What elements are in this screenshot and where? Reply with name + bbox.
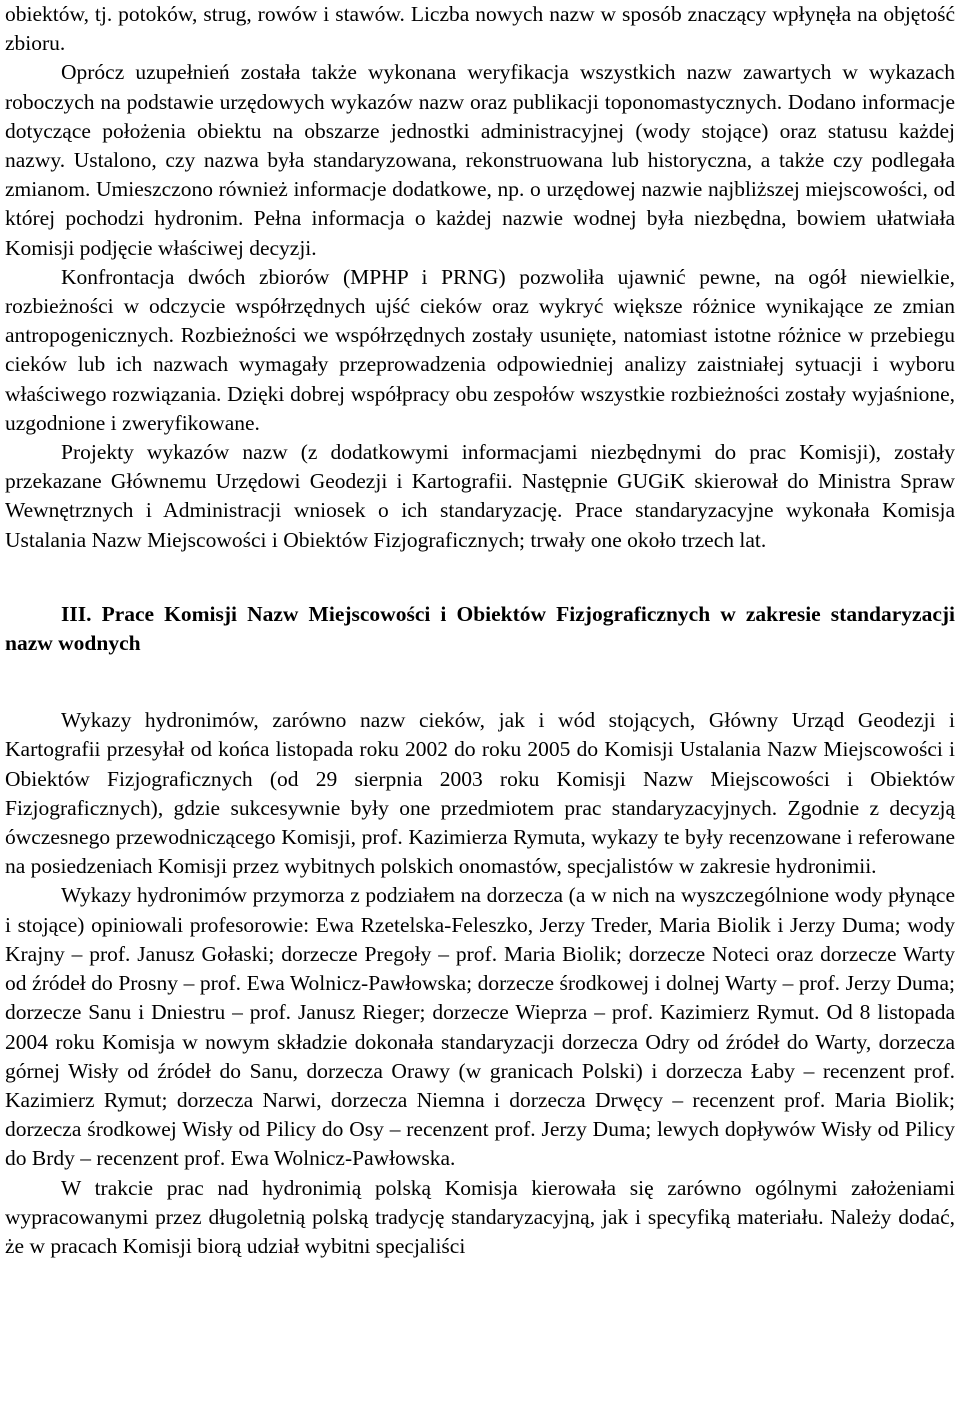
paragraph-confrontation: Konfrontacja dwóch zbiorów (MPHP i PRNG) pozwoliła ujawnić pewne, na ogół niewielkie, rozbieżności w odczycie współrzędnych ujść cieków oraz wykryć większe różnice wynikające ze zmian antropogenicznych. Rozbieżności we współrzędnych zostały usunięte, natomiast istotne różnice w przebiegu cieków lub ich nazwach wymagały przeprowadzenia odpowiedniej analizy zaistniałej sytuacji i wyboru właściwego rozwiązania. Dzięki dobrej współpracy obu zespołów wszystkie rozbieżności zostały wyjaśnione, uzgodnione i zweryfikowane.: [5, 264, 955, 435]
section-heading: [5, 600, 955, 658]
section-number: III.: [61, 601, 92, 626]
paragraph-verification: Oprócz uzupełnień została także wykonana weryfikacja wszystkich nazw zawartych w wykazach roboczych na podstawie urzędowych wykazów nazw oraz publikacji toponomastycznych. Dodano informacje dotyczące położenia obiektu na obszarze jednostki administracyjnej (wody stojące) oraz statusu każdej nazwy. Ustalono, czy nazwa była standaryzowana, rekonstruowana lub historyczna, a także czy podlegała zmianom. Umieszczono również informacje dodatkowe, np. o urzędowej nazwie najbliższej miejscowości, od której pochodzi hydronim. Pełna informacja o każdej nazwie wodnej była niezbędna, bowiem ułatwiała Komisji podjęcie właściwej decyzji.: [5, 60, 955, 260]
paragraph-work: W trakcie prac nad hydronimią polską Komisja kierowała się zarówno ogólnymi założeniami wypracowanymi przez długoletnią polską tradycję standaryzacyjną, jak i specyfiką materiału. Należy dodać, że w pracach Komisji biorą udział wybitni specjaliści: [5, 1175, 955, 1258]
paragraph-projects: Projekty wykazów nazw (z dodatkowymi informacjami niezbędnymi do prac Komisji), zostały przekazane Głównemu Urzędowi Geodezji i Kartografii. Następnie GUGiK skierował do Ministra Spraw Wewnętrznych i Administracji wniosek o ich standaryzację. Prace standaryzacyjne wykonała Komisja Ustalania Nazw Miejscowości i Obiektów Fizjograficznych; trwały one około trzech lat.: [5, 440, 955, 552]
paragraph-continued: obiektów, tj. potoków, strug, rowów i stawów. Liczba nowych nazw w sposób znaczący wpłynęła na objętość zbioru.: [5, 2, 955, 56]
section-title: Prace Komisji Nazw Miejscowości i Obiektów Fizjograficznych w zakresie standaryzacji nazw wodnych: [5, 601, 956, 656]
paragraph-reviewers: Wykazy hydronimów przymorza z podziałem na dorzecza (a w nich na wyszczególnione wody płynące i stojące) opiniowali profesorowie: Ewa Rzetelska-Feleszko, Jerzy Treder, Maria Biolik i Jerzy Duma; wody Krajny – prof. Janusz Gołaski; dorzecze Pregoły – prof. Maria Biolik; dorzecze Noteci oraz dorzecze Warty od źródeł do Prosny – prof. Ewa Wolnicz-Pawłowska; dorzecze środkowej i dolnej Warty – prof. Jerzy Duma; dorzecze Sanu i Dniestru – prof. Janusz Rieger; dorzecze Wieprza – prof. Kazimierz Rymut. Od 8 listopada 2004 roku Komisja w nowym składzie dokonała standaryzacji dorzecza Odry od źródeł do Warty, dorzecza górnej Wisły od źródeł do Sanu, dorzecza Orawy (w granicach Polski) i dorzecza Łaby – recenzent prof. Kazimierz Rymut; dorzecza Narwi, dorzecza Niemna i dorzecza Drwęcy – recenzent prof. Maria Biolik; dorzecza środkowej Wisły od Pilicy do Osy – recenzent prof. Jerzy Duma; lewych dopływów Wisły od Pilicy do Brdy – recenzent prof. Ewa Wolnicz-Pawłowska.: [5, 883, 955, 1171]
paragraph-lists: Wykazy hydronimów, zarówno nazw cieków, jak i wód stojących, Główny Urząd Geodezji i Kartografii przesyłał od końca listopada roku 2002 do roku 2005 do Komisji Ustalania Nazw Miejscowości i Obiektów Fizjograficznych (od 29 sierpnia 2003 roku Komisji Nazw Miejscowości i Obiektów Fizjograficznych), gdzie sukcesywnie były one przedmiotem prac standaryzacyjnych. Zgodnie z decyzją ówczesnego przewodniczącego Komisji, prof. Kazimierza Rymuta, wykazy te były recenzowane i referowane na posiedzeniach Komisji przez wybitnych polskich onomastów, specjalistów w zakresie hydronimii.: [5, 708, 955, 879]
